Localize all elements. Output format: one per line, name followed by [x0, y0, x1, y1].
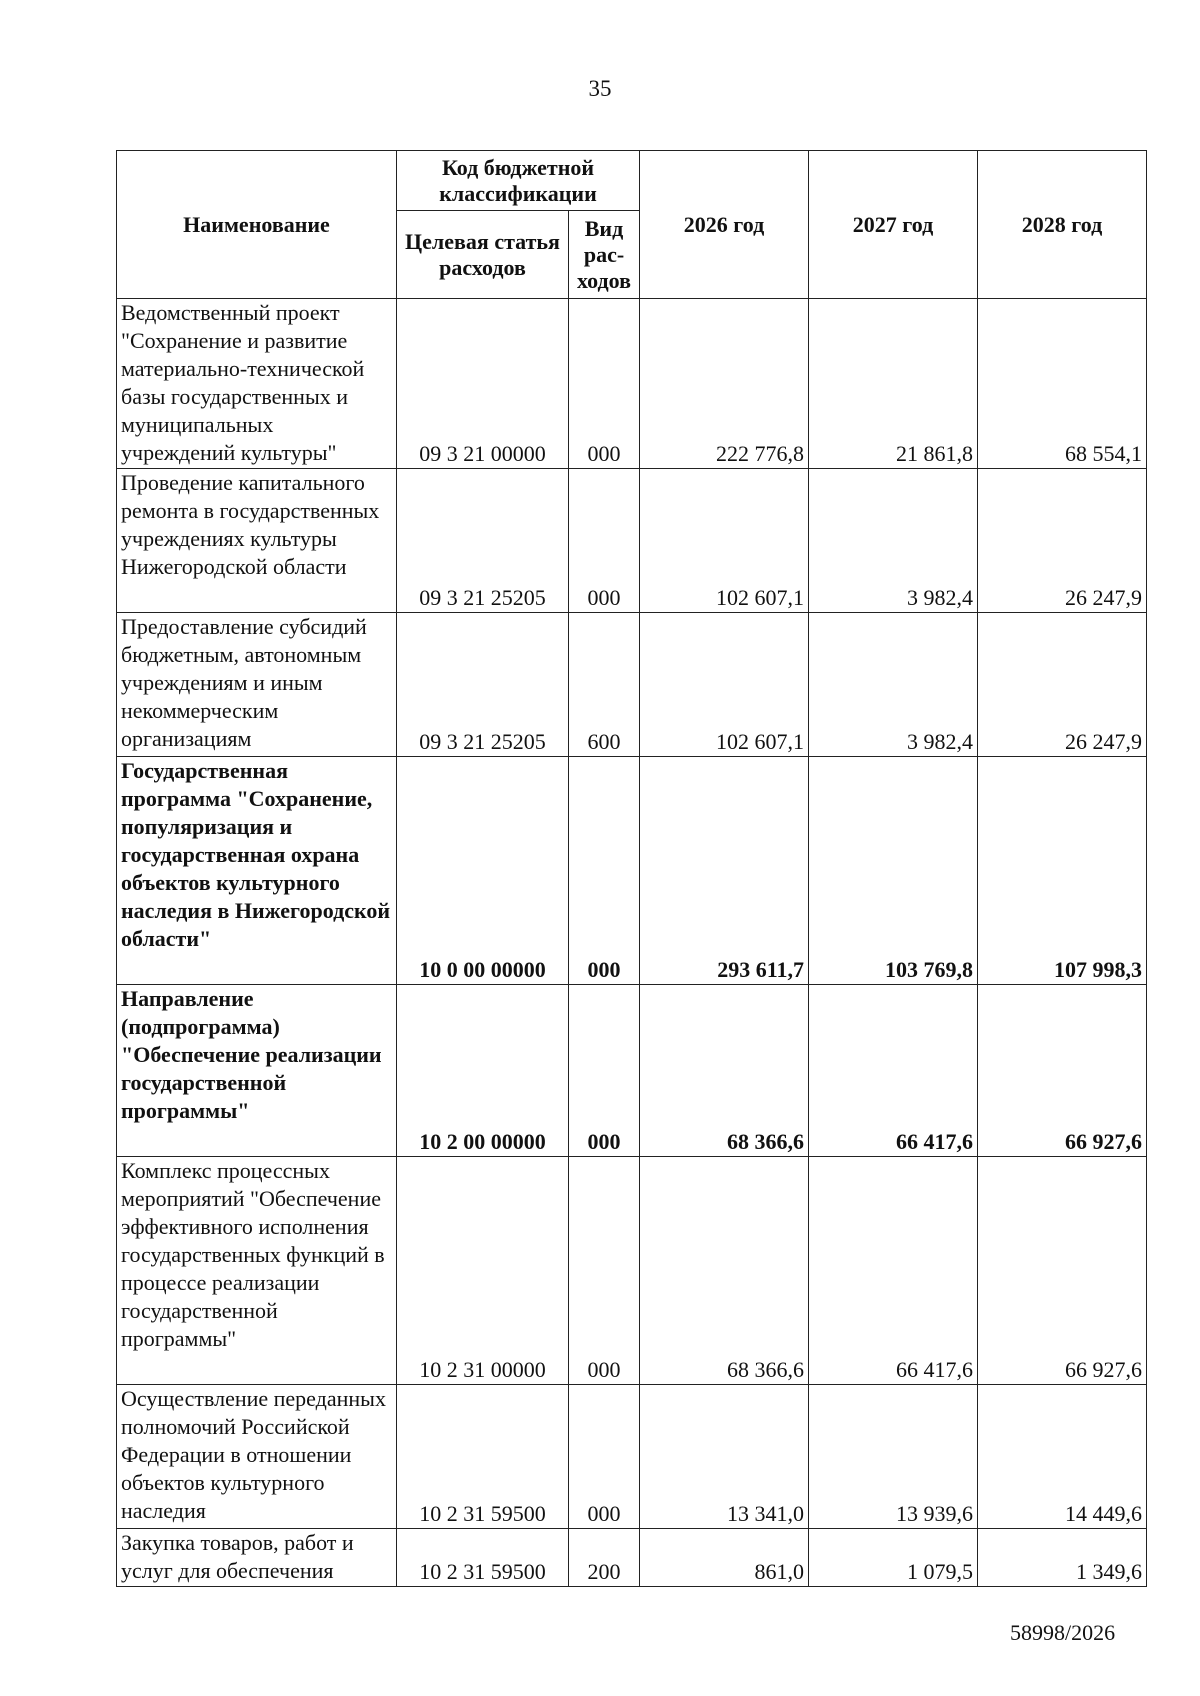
row-kind: 000 [569, 985, 640, 1157]
row-2026: 68 366,6 [640, 985, 809, 1157]
row-2026: 102 607,1 [640, 613, 809, 757]
row-2026: 222 776,8 [640, 299, 809, 469]
header-expense-type: Вид рас-ходов [569, 211, 640, 299]
row-code: 09 3 21 00000 [397, 299, 569, 469]
row-code: 10 2 31 00000 [397, 1157, 569, 1385]
row-name: Ведомственный проект "Сохранение и развитие материально-технической базы государственных и муниципальных учреждений культуры" [117, 299, 397, 469]
budget-table [116, 150, 1147, 1587]
row-2027: 3 982,4 [809, 613, 978, 757]
row-kind: 000 [569, 1385, 640, 1529]
row-code: 09 3 21 25205 [397, 613, 569, 757]
table-row [117, 1529, 1147, 1587]
table-row [117, 613, 1147, 757]
table-row [117, 985, 1147, 1157]
document-footer-code: 58998/2026 [1010, 1620, 1116, 1645]
row-2028: 107 998,3 [978, 757, 1147, 985]
row-kind: 000 [569, 469, 640, 613]
row-2028: 14 449,6 [978, 1385, 1147, 1529]
header-2027: 2027 год [809, 151, 978, 299]
row-kind: 000 [569, 299, 640, 469]
row-code: 10 2 00 00000 [397, 985, 569, 1157]
row-kind: 000 [569, 1157, 640, 1385]
row-name: Осуществление переданных полномочий Российской Федерации в отношении объектов культурного наследия [117, 1385, 397, 1529]
row-code: 10 0 00 00000 [397, 757, 569, 985]
header-2026: 2026 год [640, 151, 809, 299]
header-code-group: Код бюджетной классификации [397, 151, 640, 211]
row-2028: 66 927,6 [978, 985, 1147, 1157]
row-2026: 68 366,6 [640, 1157, 809, 1385]
table-row [117, 1157, 1147, 1385]
row-2028: 26 247,9 [978, 613, 1147, 757]
row-2027: 103 769,8 [809, 757, 978, 985]
row-2026: 293 611,7 [640, 757, 809, 985]
row-kind: 000 [569, 757, 640, 985]
row-2028: 1 349,6 [978, 1529, 1147, 1587]
row-name: Государственная программа "Сохранение, популяризация и государственная охрана объектов культурного наследия в Нижегородской области" [117, 757, 397, 985]
row-kind: 200 [569, 1529, 640, 1587]
row-name: Проведение капитального ремонта в государственных учреждениях культуры Нижегородской области [117, 469, 397, 613]
row-name: Направление (подпрограмма) "Обеспечение реализации государственной программы" [117, 985, 397, 1157]
row-2027: 13 939,6 [809, 1385, 978, 1529]
row-code: 09 3 21 25205 [397, 469, 569, 613]
row-2027: 1 079,5 [809, 1529, 978, 1587]
row-2026: 13 341,0 [640, 1385, 809, 1529]
row-2027: 21 861,8 [809, 299, 978, 469]
row-2028: 26 247,9 [978, 469, 1147, 613]
row-kind: 600 [569, 613, 640, 757]
row-name: Закупка товаров, работ и услуг для обеспечения [117, 1529, 397, 1587]
page-number: 35 [588, 76, 612, 101]
table-row [117, 757, 1147, 985]
header-name: Наименование [117, 151, 397, 299]
table-row [117, 469, 1147, 613]
row-2026: 861,0 [640, 1529, 809, 1587]
row-name: Комплекс процессных мероприятий "Обеспечение эффективного исполнения государственных функций в процессе реализации государственной программы" [117, 1157, 397, 1385]
row-2028: 68 554,1 [978, 299, 1147, 469]
row-2027: 66 417,6 [809, 1157, 978, 1385]
row-2026: 102 607,1 [640, 469, 809, 613]
row-name: Предоставление субсидий бюджетным, автономным учреждениям и иным некоммерческим организациям [117, 613, 397, 757]
table-row [117, 299, 1147, 469]
row-2027: 66 417,6 [809, 985, 978, 1157]
row-code: 10 2 31 59500 [397, 1529, 569, 1587]
row-code: 10 2 31 59500 [397, 1385, 569, 1529]
table-row [117, 1385, 1147, 1529]
header-target-article: Целевая статья расходов [397, 211, 569, 299]
header-2028: 2028 год [978, 151, 1147, 299]
row-2028: 66 927,6 [978, 1157, 1147, 1385]
row-2027: 3 982,4 [809, 469, 978, 613]
